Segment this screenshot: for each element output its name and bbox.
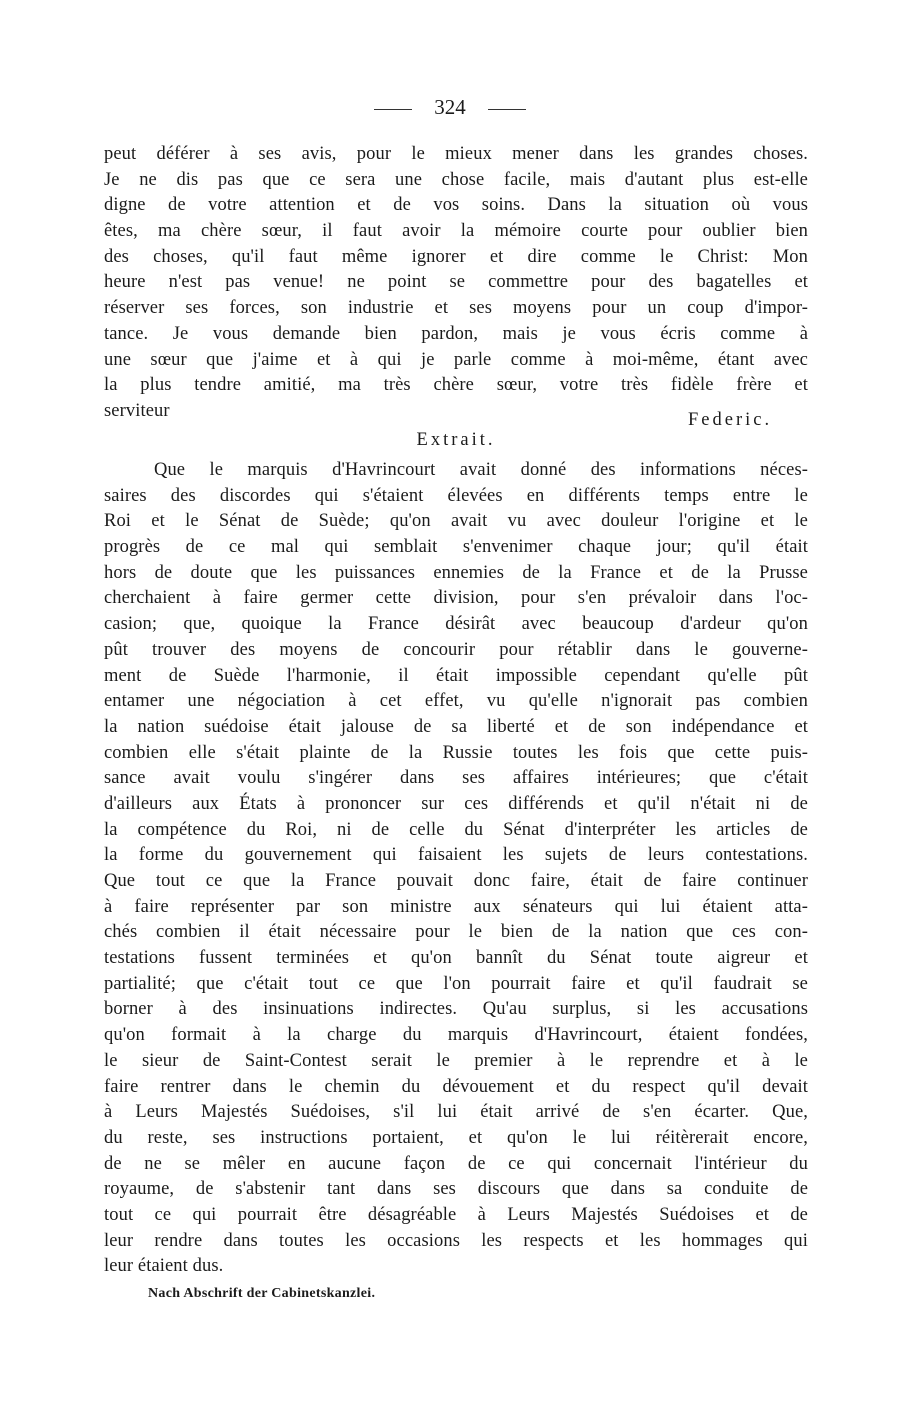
text-line: des choses, qu'il faut même ignorer et dire comme le Christ: Mon xyxy=(104,246,808,267)
text-line: la nation suédoise était jalouse de sa liberté et de son indépendance et xyxy=(104,716,808,737)
text-line: faire rentrer dans le chemin du dévouement et du respect qu'il devait xyxy=(104,1076,808,1097)
page-number: 324 xyxy=(434,95,466,119)
text-line: hors de doute que les puissances ennemies de la France et de la Prusse xyxy=(104,562,808,583)
text-line: Je ne dis pas que ce sera une chose facile, mais d'autant plus est-elle xyxy=(104,169,808,190)
signature: Federic. xyxy=(688,410,773,430)
text-line: casion; que, quoique la France désirât avec beaucoup d'ardeur qu'on xyxy=(104,614,808,635)
source-note: Nach Abschrift der Cabinetskanzlei. xyxy=(148,1286,376,1301)
text-line: digne de votre attention et de vos soins. Dans la situation où vous xyxy=(104,195,808,216)
text-line: la plus tendre amitié, ma très chère sœur, votre très fidèle frère et xyxy=(104,375,808,396)
text-line: testations fussent terminées et qu'on bannît du Sénat toute aigreur et xyxy=(104,948,808,969)
text-line: entamer une négociation à cet effet, vu qu'elle n'ignorait pas combien xyxy=(104,691,808,712)
text-line: du reste, ses instructions portaient, et qu'on le lui réitèrerait encore, xyxy=(104,1127,808,1148)
text-line: saires des discordes qui s'étaient élevées en différents temps entre le xyxy=(104,485,808,506)
text-line: royaume, de s'abstenir tant dans ses discours que dans sa conduite de xyxy=(104,1179,808,1200)
text-line: partialité; que c'était tout ce que l'on pourrait faire et qu'il faudrait se xyxy=(104,973,808,994)
text-line: borner à des insinuations indirectes. Qu'au surplus, si les accusations xyxy=(104,999,808,1020)
text-line: leur étaient dus. xyxy=(104,1256,224,1277)
text-line: Que tout ce que la France pouvait donc faire, était de faire continuer xyxy=(104,871,808,891)
section-title: Extrait. xyxy=(416,430,496,450)
text-line: combien elle s'était plainte de la Russie toutes les fois que cette puis- xyxy=(104,742,808,763)
text-line: de ne se mêler en aucune façon de ce qui concernait l'intérieur du xyxy=(104,1153,808,1174)
text-line: une sœur que j'aime et à qui je parle comme à moi-même, étant avec xyxy=(104,349,808,370)
text-line: sance avait voulu s'ingérer dans ses affaires intérieures; que c'était xyxy=(104,768,808,789)
text-line: Roi et le Sénat de Suède; qu'on avait vu avec douleur l'origine et le xyxy=(104,511,808,532)
text-line: à faire représenter par son ministre aux sénateurs qui lui étaient atta- xyxy=(104,896,808,917)
text-line: serviteur xyxy=(104,400,170,421)
text-line: réserver ses forces, son industrie et ses moyens pour un coup d'impor- xyxy=(104,298,808,319)
header-rule-left xyxy=(374,109,412,110)
text-line: d'ailleurs aux États à prononcer sur ces différends et qu'il n'était ni de xyxy=(104,793,808,814)
text-line: cherchaient à faire germer cette division, pour s'en prévaloir dans l'oc- xyxy=(104,588,808,609)
text-line: Que le marquis d'Havrincourt avait donné des informations néces- xyxy=(154,460,808,480)
text-line: progrès de ce mal qui semblait s'envenimer chaque jour; qu'il était xyxy=(104,537,808,558)
text-line: êtes, ma chère sœur, il faut avoir la mémoire courte pour oublier bien xyxy=(104,221,808,242)
extract-body xyxy=(104,458,808,1280)
text-line: tance. Je vous demande bien pardon, mais je vous écris comme à xyxy=(104,323,808,344)
text-line: le sieur de Saint-Contest serait le premier à le reprendre et à le xyxy=(104,1050,808,1071)
text-line: à Leurs Majestés Suédoises, s'il lui était arrivé de s'en écarter. Que, xyxy=(104,1102,808,1123)
text-line: tout ce qui pourrait être désagréable à Leurs Majestés Suédoises et de xyxy=(104,1204,808,1225)
text-line: qu'on formait à la charge du marquis d'Havrincourt, étaient fondées, xyxy=(104,1025,808,1046)
header-rule-right xyxy=(488,109,526,110)
text-line: la forme du gouvernement qui faisaient les sujets de leurs contestations. xyxy=(104,845,808,866)
text-line: heure n'est pas venue! ne point se commettre pour des bagatelles et xyxy=(104,272,808,293)
text-line: ment de Suède l'harmonie, il était impossible cependant qu'elle pût xyxy=(104,665,808,686)
text-line: la compétence du Roi, ni de celle du Sénat d'interpréter les articles de xyxy=(104,819,808,840)
letter-body xyxy=(104,142,808,425)
page-header xyxy=(0,93,900,121)
text-line: pût trouver des moyens de concourir pour rétablir dans le gouverne- xyxy=(104,639,808,660)
text-line: peut déférer à ses avis, pour le mieux mener dans les grandes choses. xyxy=(104,144,808,164)
text-line: leur rendre dans toutes les occasions les respects et les hommages qui xyxy=(104,1230,808,1251)
text-line: chés combien il était nécessaire pour le bien de la nation que ces con- xyxy=(104,922,808,943)
